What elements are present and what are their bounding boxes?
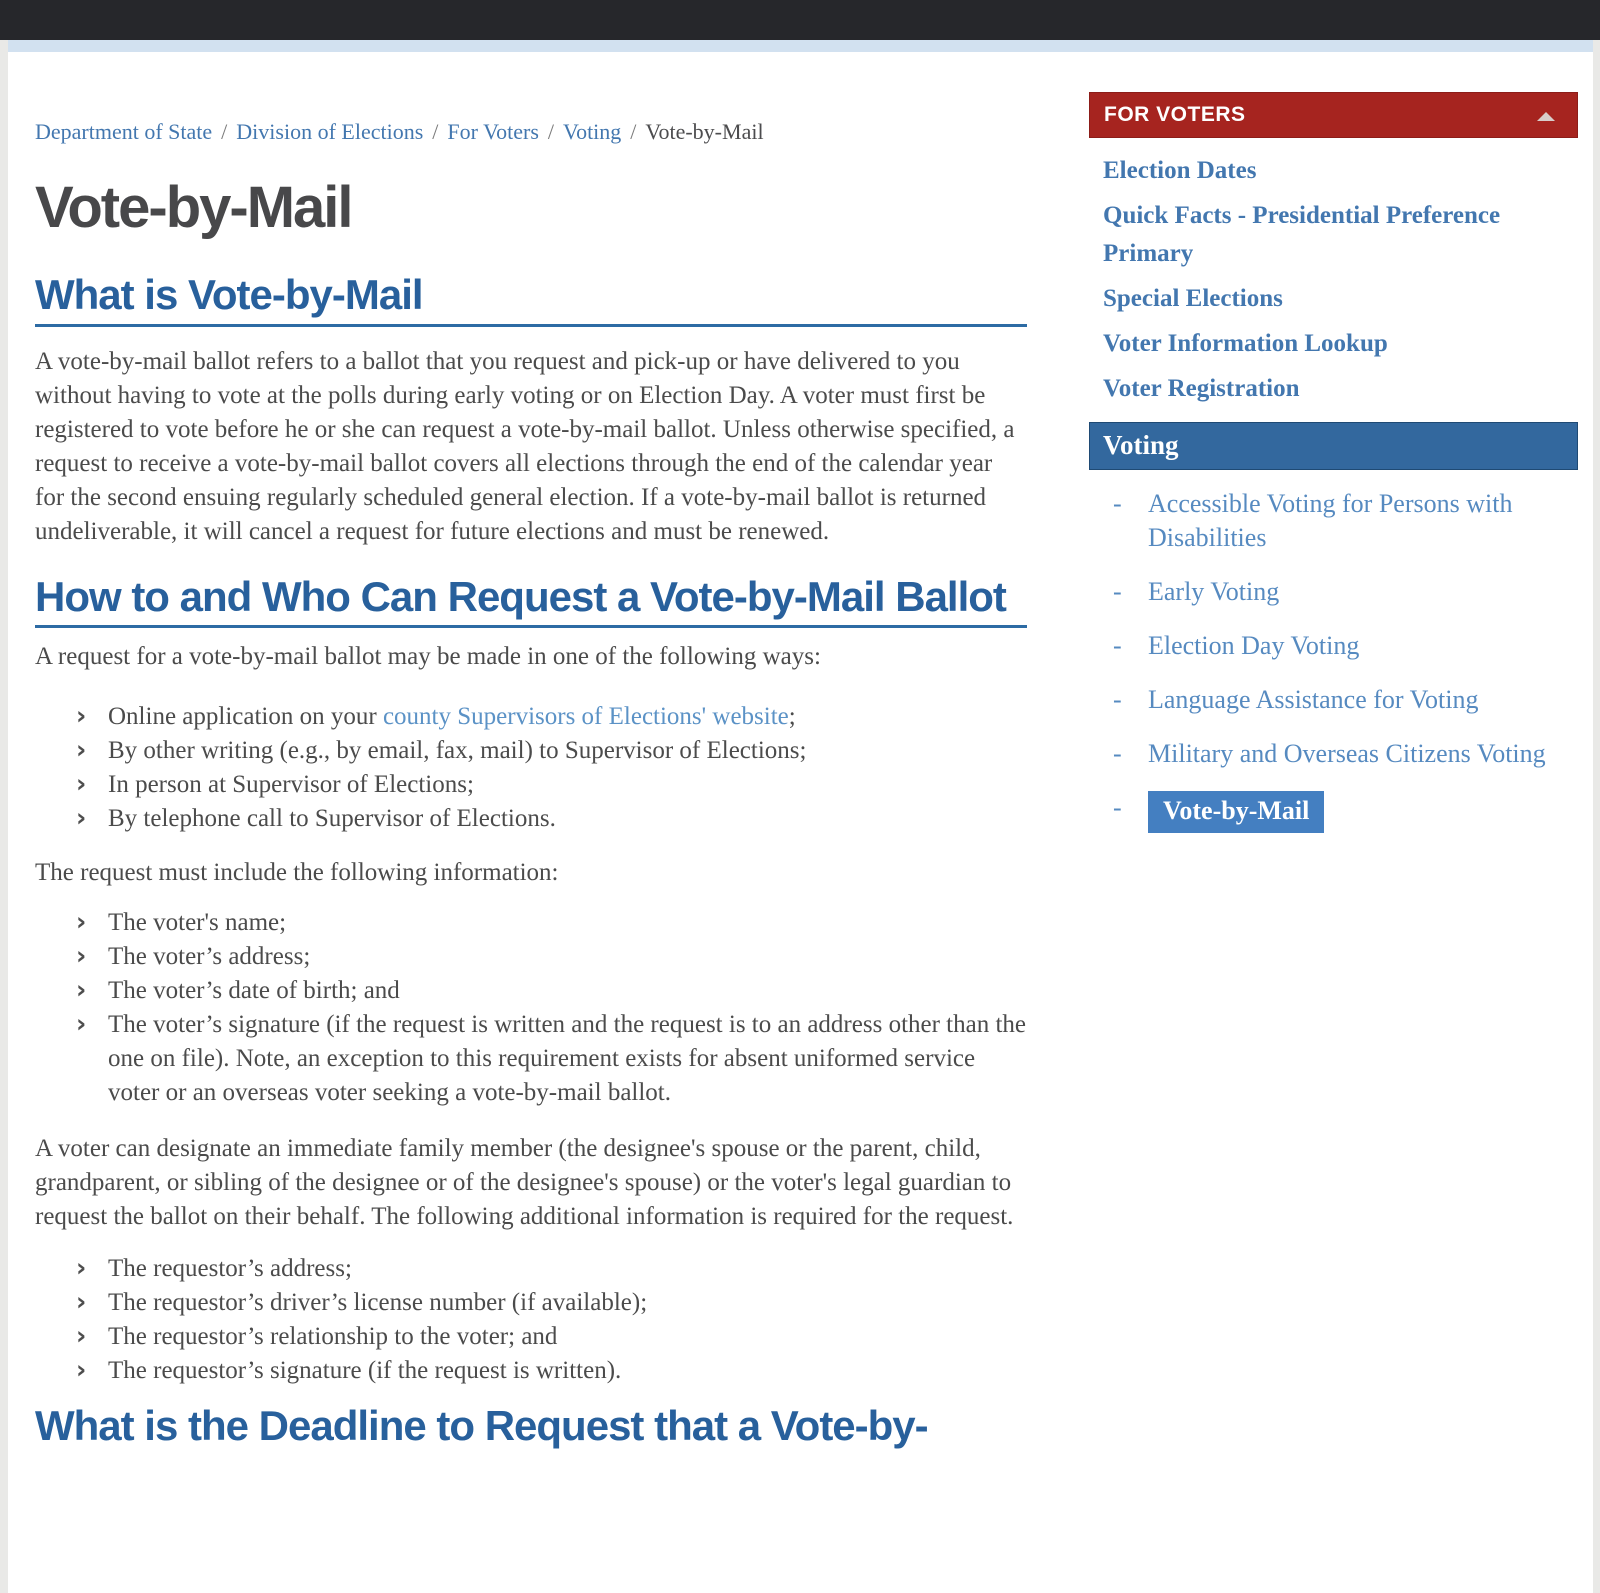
subnav-active-vote-by-mail[interactable]: Vote-by-Mail [1148, 791, 1324, 833]
header-accent-strip [8, 40, 1593, 52]
list-item [35, 700, 1027, 734]
breadcrumb-current-page: Vote-by-Mail [645, 119, 764, 144]
section-heading-deadline: What is the Deadline to Request that a Vote-by- [35, 1402, 928, 1450]
requestor-info-list [35, 1252, 1027, 1388]
subnav-item-accessible-voting[interactable]: - Accessible Voting for Persons with Disabilities [1089, 487, 1578, 555]
breadcrumb-separator: / [432, 119, 439, 144]
sidebar-header-label: FOR VOTERS [1104, 103, 1246, 126]
sidebar-item-election-dates[interactable]: Election Dates [1103, 157, 1257, 184]
breadcrumb-separator: / [547, 119, 555, 144]
list-item: › In person at Supervisor of Elections; [35, 768, 1027, 802]
page-content-area [8, 40, 1593, 1593]
breadcrumb [35, 117, 1027, 147]
voting-subnav [1089, 487, 1578, 833]
must-include-list [35, 906, 1027, 1110]
sidebar-item-voter-registration[interactable]: Voter Registration [1103, 375, 1300, 402]
what-is-paragraph: A vote-by-mail ballot refers to a ballot that you request and pick-up or have delivered to you without having to vote at the polls during early voting or on Election Day. A voter must first be registered to vote before he or she can request a vote-by-mail ballot. Unless otherwise specified, a request to receive a vote-by-mail ballot covers all elections through the end of the calendar year for the second ensuing regularly scheduled general election. If a vote-by-mail ballot is returned undeliverable, it will cancel a request for future elections and must be renewed. [35, 347, 1015, 545]
page-title: Vote-by-Mail [35, 175, 352, 240]
how-to-intro: A request for a vote-by-mail ballot may be made in one of the following ways: [35, 643, 821, 671]
breadcrumb-separator: / [630, 119, 637, 144]
request-ways-list [35, 700, 1027, 836]
list-item: › The voter’s address; [35, 940, 1027, 974]
list-item: › The voter's name; [35, 906, 1027, 940]
sidebar-links [1089, 152, 1578, 408]
county-supervisors-website-link[interactable]: county Supervisors of Elections' website [382, 703, 789, 731]
sidebar-item-voter-information-lookup[interactable]: Voter Information Lookup [1103, 330, 1388, 357]
designate-paragraph: A voter can designate an immediate family member (the designee's spouse or the parent, child, grandparent, or sibling of the designee or of the designee's spouse) or the voter's legal guardian to request the ballot on their behalf. The following additional information is required for the request. [35, 1135, 1014, 1231]
subnav-item-election-day-voting[interactable]: - Election Day Voting [1089, 629, 1578, 663]
sidebar-item-special-elections[interactable]: Special Elections [1103, 285, 1283, 312]
collapse-arrow-up-icon[interactable] [1537, 112, 1555, 121]
list-item: › The requestor’s relationship to the voter; and [35, 1320, 1027, 1354]
browser-top-bar [0, 0, 1600, 40]
for-voters-sidebar [1089, 92, 1578, 853]
list-item-text: ; [788, 703, 796, 731]
section-heading-how-to: How to and Who Can Request a Vote-by-Mail Ballot [35, 575, 1027, 629]
breadcrumb-link-division-of-elections[interactable]: Division of Elections [236, 119, 424, 144]
list-item: › By other writing (e.g., by email, fax, mail) to Supervisor of Elections; [35, 734, 1027, 768]
sidebar-header-for-voters[interactable] [1089, 92, 1578, 138]
list-item: › The requestor’s signature (if the request is written). [35, 1354, 1027, 1388]
list-item: › The voter’s date of birth; and [35, 974, 1027, 1008]
breadcrumb-link-department-of-state[interactable]: Department of State [35, 119, 213, 144]
breadcrumb-link-for-voters[interactable]: For Voters [447, 119, 539, 144]
sidebar-item-quick-facts[interactable]: Quick Facts - Presidential Preference Primary [1103, 202, 1501, 267]
main-column [35, 117, 1027, 1449]
subnav-item-early-voting[interactable]: - Early Voting [1089, 575, 1578, 609]
subnav-item-vote-by-mail [1089, 791, 1578, 833]
section-heading-what-is: What is Vote-by-Mail [35, 273, 1027, 327]
sidebar-section-voting[interactable]: Voting [1089, 422, 1578, 470]
must-include-intro: The request must include the following information: [35, 859, 559, 887]
subnav-item-military-overseas[interactable]: - Military and Overseas Citizens Voting [1089, 737, 1578, 771]
list-item-text: Online application on your [108, 703, 383, 731]
breadcrumb-separator: / [221, 119, 228, 144]
list-item: › By telephone call to Supervisor of Elections. [35, 802, 1027, 836]
list-item: › The requestor’s address; [35, 1252, 1027, 1286]
subnav-item-language-assistance[interactable]: - Language Assistance for Voting [1089, 683, 1578, 717]
list-item: › The requestor’s driver’s license number (if available); [35, 1286, 1027, 1320]
breadcrumb-link-voting[interactable]: Voting [563, 119, 622, 144]
list-item: › The voter’s signature (if the request is written and the request is to an address other than the one on file). Note, an exception to this requirement exists for absent uniformed service voter or an overseas voter seeking a vote-by-mail ballot. [35, 1008, 1027, 1110]
